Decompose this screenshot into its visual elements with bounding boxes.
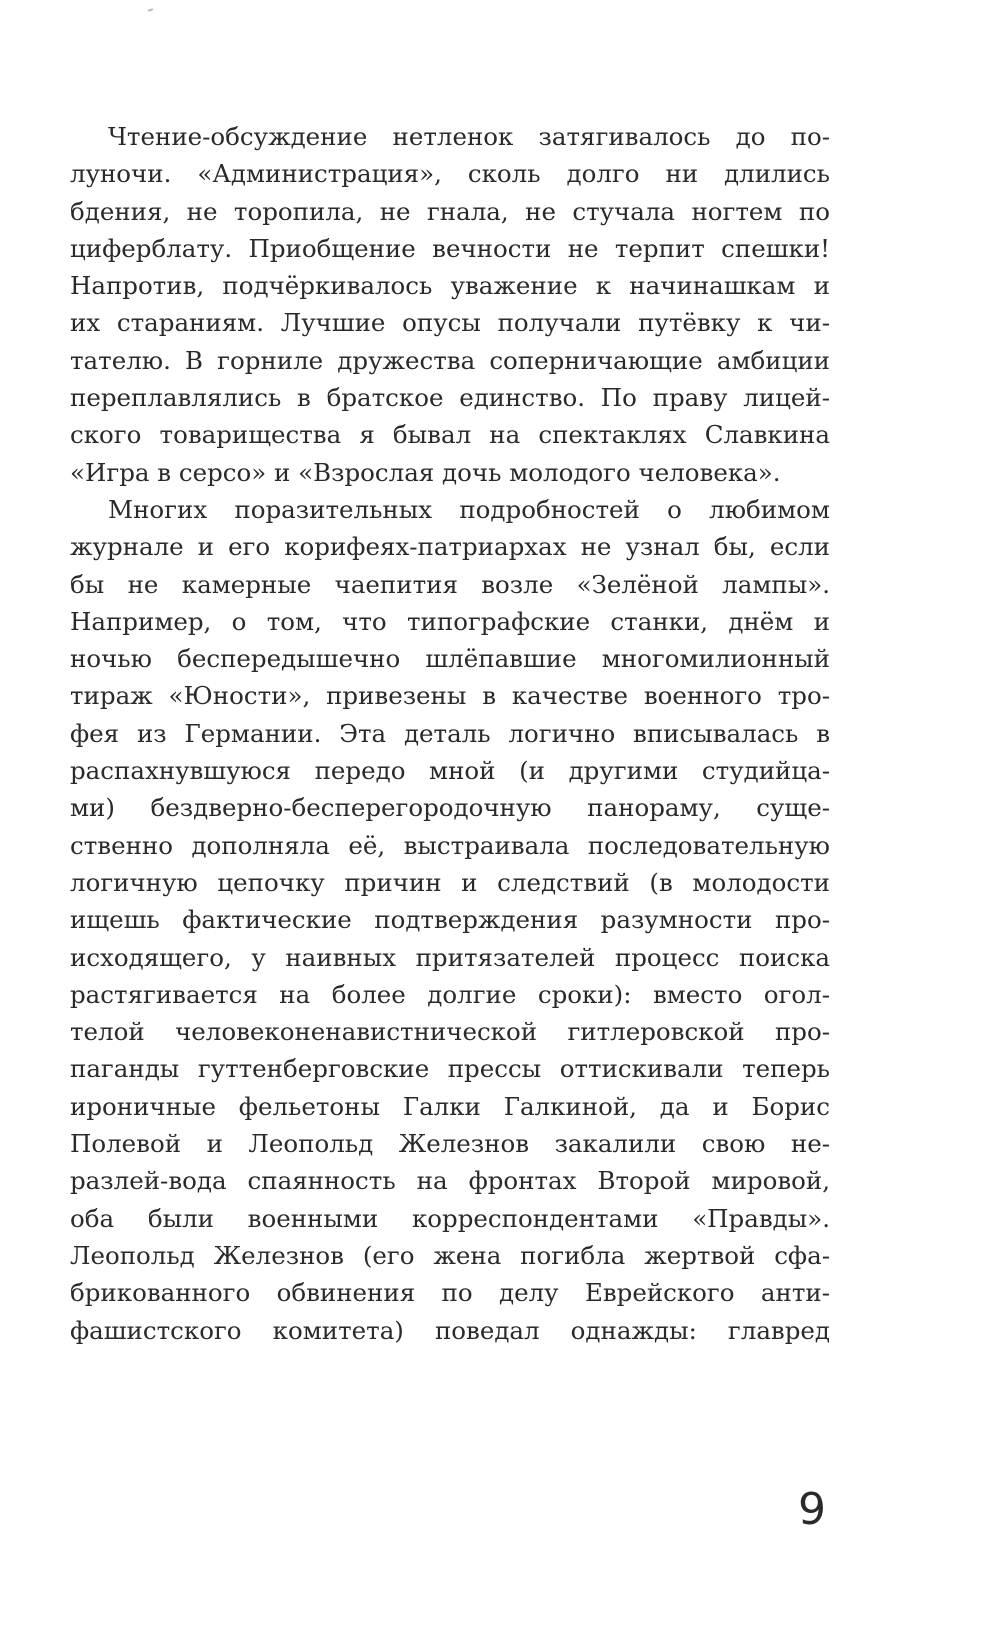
text-line: распахнувшуюся передо мной (и другими студийца-: [70, 756, 830, 786]
text-line: ского товарищества я бывал на спектаклях Славкина: [70, 420, 830, 450]
text-line: разлей-вода спаянность на фронтах Второй мировой,: [70, 1166, 830, 1196]
text-line: паганды гуттенберговские прессы оттискивали теперь: [70, 1054, 830, 1084]
text-line: «Игра в серсо» и «Взрослая дочь молодого человека».: [70, 457, 781, 487]
text-line: бдения, не торопила, не гнала, не стучала ногтем по: [70, 196, 830, 226]
text-line: тателю. В горниле дружества соперничающие амбиции: [70, 345, 830, 375]
text-line: ственно дополняла её, выстраивала последовательную: [70, 830, 830, 860]
text-line: ищешь фактические подтверждения разумности про-: [70, 905, 830, 935]
text-line: Многих поразительных подробностей о любимом: [108, 494, 830, 524]
text-line: фашистского комитета) поведал однажды: главред: [70, 1315, 830, 1345]
text-line: Леопольд Железнов (его жена погибла жертвой сфа-: [70, 1240, 830, 1270]
text-line: Напротив, подчёркивалось уважение к начинашкам и: [70, 271, 830, 301]
text-line: ироничные фельетоны Галки Галкиной, да и Борис: [70, 1091, 830, 1121]
text-line: Например, о том, что типографские станки, днём и: [70, 606, 830, 636]
text-line: Полевой и Леопольд Железнов закалили свою не-: [70, 1129, 830, 1159]
print-speck: [148, 8, 153, 12]
text-line: брикованного обвинения по делу Еврейского анти-: [70, 1278, 830, 1308]
text-line: фея из Германии. Эта деталь логично вписывалась в: [70, 718, 830, 748]
text-line: ночью беспередышечно шлёпавшие многомилионный: [70, 644, 830, 674]
text-line: переплавлялись в братское единство. По праву лицей-: [70, 383, 830, 413]
text-line: логичную цепочку причин и следствий (в молодости: [70, 867, 830, 897]
text-line: луночи. «Администрация», сколь долго ни длились: [70, 159, 830, 189]
text-line: Чтение-обсуждение нетленок затягивалось до по-: [108, 122, 830, 151]
text-line: бы не камерные чаепития возле «Зелёной лампы».: [70, 569, 830, 599]
text-line: циферблату. Приобщение вечности не терпит спешки!: [70, 233, 830, 263]
text-line: их стараниям. Лучшие опусы получали путёвку к чи-: [70, 308, 830, 338]
text-line: журнале и его корифеях-патриархах не узнал бы, если: [70, 532, 830, 562]
page-number: 9: [798, 1484, 826, 1535]
text-line: тираж «Юности», привезены в качестве военного тро-: [70, 681, 830, 711]
body-text: [70, 118, 830, 1349]
text-line: растягивается на более долгие сроки): вместо огол-: [70, 979, 830, 1009]
text-line: телой человеконенавистнической гитлеровской про-: [70, 1017, 830, 1047]
text-line: исходящего, у наивных притязателей процесс поиска: [70, 942, 830, 972]
text-line: ми) бездверно-бесперегородочную панораму, суще-: [70, 793, 830, 823]
text-line: оба были военными корреспондентами «Правды».: [70, 1203, 830, 1233]
